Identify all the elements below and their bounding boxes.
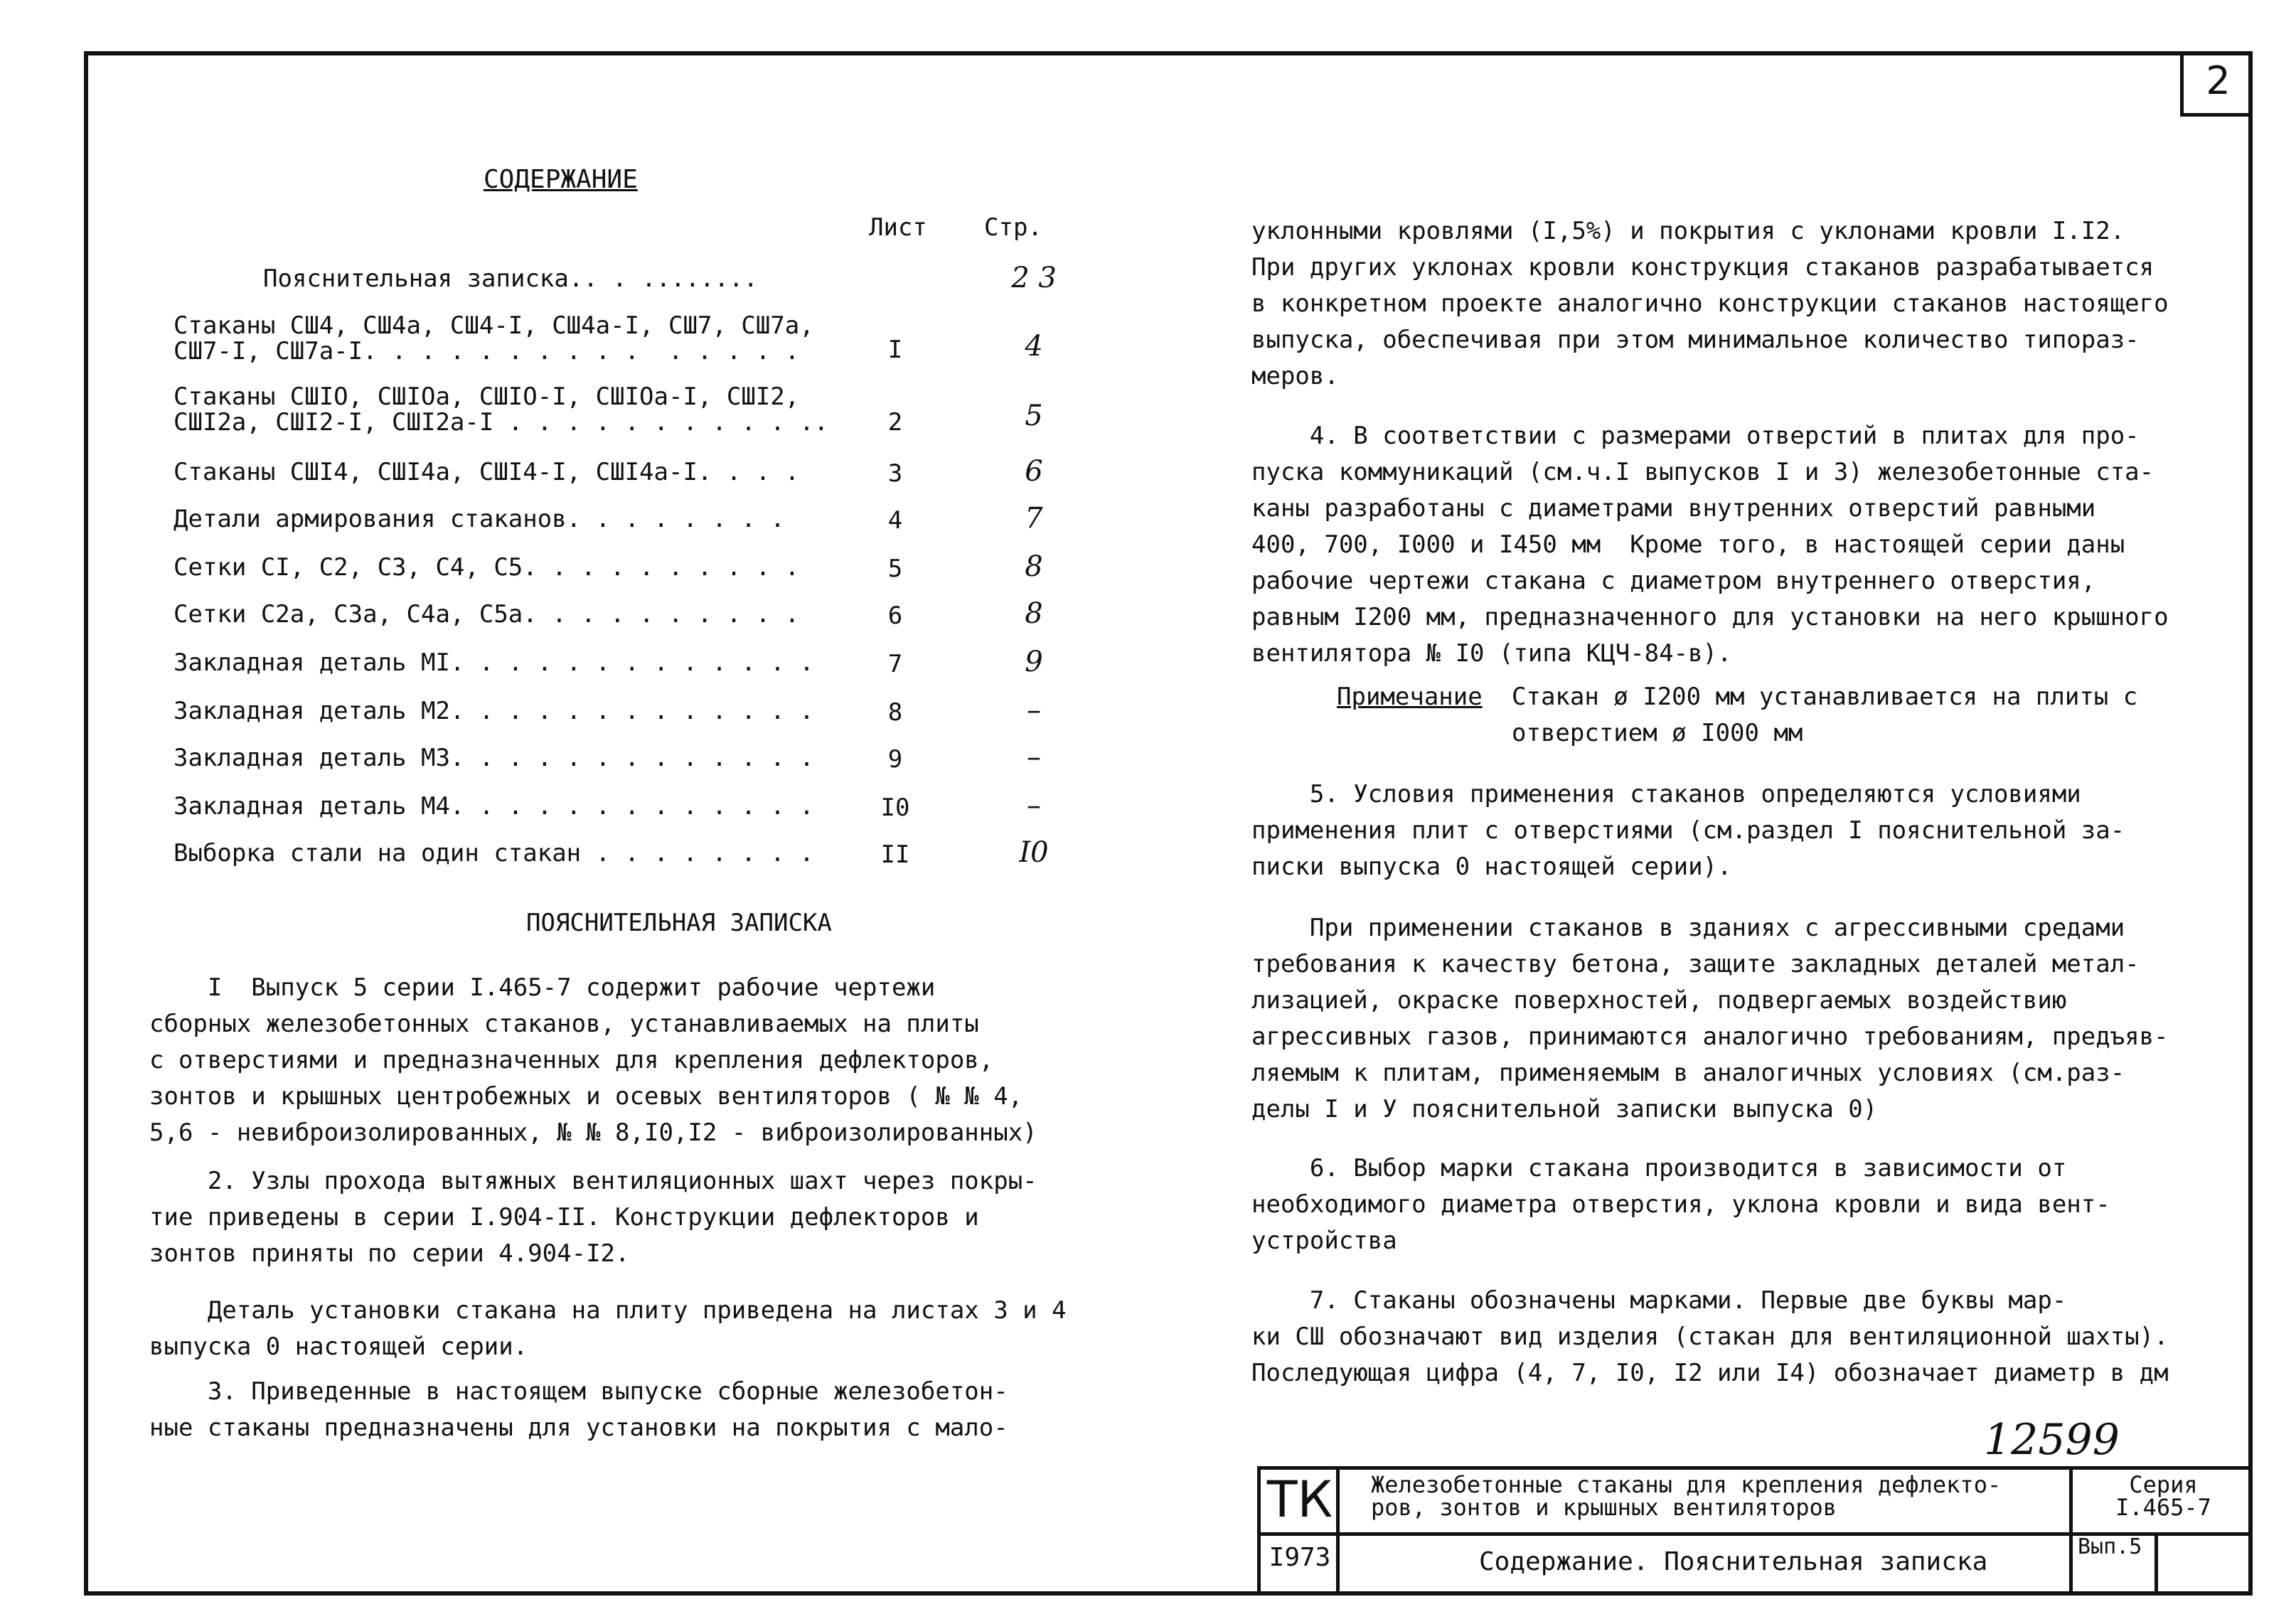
toc-row-label: Закладная деталь М3. . . . . . . . . . . . . xyxy=(173,744,814,772)
toc-row xyxy=(173,694,1069,747)
issue-number: Вып.5 xyxy=(2078,1534,2142,1559)
toc-row-page: 8 xyxy=(1025,550,1043,583)
title-block-divider xyxy=(2154,1532,2158,1596)
note-title: ПОЯСНИТЕЛЬНАЯ ЗАПИСКА xyxy=(526,909,832,937)
toc-row-sheet: 8 xyxy=(887,698,903,727)
sheet-title: Содержание. Пояснительная записка xyxy=(1479,1547,1988,1576)
toc-row xyxy=(263,262,1159,314)
toc-row xyxy=(173,550,1069,603)
toc-row-sheet: 3 xyxy=(887,459,903,488)
toc-row xyxy=(173,502,1069,555)
page-number-box xyxy=(2180,51,2253,117)
toc-row-page: 9 xyxy=(1025,646,1043,678)
toc-row-sheet: 6 xyxy=(887,602,903,630)
toc-row-page: I0 xyxy=(1019,836,1049,869)
paragraph-3-cont: уклонными кровлями (I,5%) и покрытия с уклонами кровли I.I2. При других уклонах кровли конструкция стаканов разрабатывается в конкретном проекте аналогично конструкции стаканов настоящего выпуска, обеспечивая при этом минимальное количество типораз- меров. xyxy=(1251,217,2169,390)
org-code: ТК xyxy=(1266,1470,1333,1529)
toc-row-label: Пояснительная записка.. . ........ xyxy=(263,265,758,293)
paragraph-7: 7. Стаканы обозначены марками. Первые две буквы мар- ки СШ обозначают вид изделия (стакан для вентиляционной шахты). Последующая цифра (4, 7, I0, I2 или I4) обозначает диаметр в дм xyxy=(1251,1286,2169,1387)
toc-row-sheet: 2 xyxy=(887,408,903,437)
toc-row-sheet: I xyxy=(887,336,903,364)
toc-row-label: Сетки С2а, С3а, С4а, С5а. . . . . . . . . . xyxy=(173,600,800,629)
toc-row xyxy=(173,646,1069,698)
title-block-divider xyxy=(2069,1466,2073,1596)
paragraph-aggressive: При применении стаканов в зданиях с агрессивными средами требования к качеству бетона, защите закладных деталей метал- лизацией, окраске поверхностей, подвергаемых воздействию агрессивных газов, принимаются аналогично требованиям, предъяв- ляемым к плитам, применяемым в аналогичных условиях (см.раз- делы I и У пояснительной записки выпуска 0) xyxy=(1251,914,2169,1123)
toc-row xyxy=(173,383,1069,437)
toc-row-label: Сетки CI, C2, C3, C4, C5. . . . . . . . . . xyxy=(173,553,800,582)
paragraph-6: 6. Выбор марки стакана производится в зависимости от необходимого диаметра отверстия, уклона кровли и вида вент- устройства xyxy=(1251,1154,2110,1255)
toc-title: СОДЕРЖАНИЕ xyxy=(484,165,638,194)
toc-row-page: 8 xyxy=(1025,597,1043,630)
toc-row-page: 2 3 xyxy=(1011,262,1057,294)
paragraph-4: 4. В соответствии с размерами отверстий в плитах для про- пуска коммуникаций (см.ч.I выпусков I и 3) железобетонные ста- каны разработаны с диаметрами внутренних отверстий равными 400, 700, I000 и I450 мм Кроме того, в настоящей серии даны рабочие чертежи стакана с диаметром внутреннего отверстия, равным I200 мм, предназначенного для установки на него крышного вентилятора № I0 (типа КЦЧ-84-в). xyxy=(1251,422,2169,668)
note-label: Примечание xyxy=(1337,683,1483,711)
toc-row xyxy=(173,789,1069,842)
paragraph-5: 5. Условия применения стаканов определяются условиями применения плит с отверстиями (см.раздел I пояснительной за- писки выпуска 0 настоящей серии). xyxy=(1251,780,2125,881)
toc-row xyxy=(173,597,1069,650)
toc-row-label: Стаканы СШI4, СШI4а, СШI4-I, СШI4а-I. . . . xyxy=(173,458,800,486)
series-label: Серия xyxy=(2129,1471,2198,1498)
toc-col-sheet: Лист xyxy=(869,213,927,242)
toc-row-sheet: 4 xyxy=(887,506,903,535)
toc-row-page: 7 xyxy=(1025,502,1043,535)
toc-col-page: Стр. xyxy=(984,213,1042,242)
document-name: Железобетонные стаканы для крепления дефлекто- ров, зонтов и крышных вентиляторов xyxy=(1371,1471,2002,1521)
page-number: 2 xyxy=(2206,58,2231,103)
toc-row-label: Закладная деталь М4. . . . . . . . . . . . . xyxy=(173,792,814,821)
toc-row-label: Закладная деталь МI. . . . . . . . . . . . . xyxy=(173,648,814,677)
toc-row xyxy=(173,836,1069,889)
toc-row-sheet: I0 xyxy=(880,794,910,822)
toc-row xyxy=(173,455,1069,508)
toc-row xyxy=(173,311,1069,365)
toc-row-label: Стаканы СШIO, СШIOа, СШIO-I, СШIOа-I, СШI2, СШI2а, СШI2-I, СШI2а-I . . . . . . . . . . .. xyxy=(173,383,829,437)
year: I973 xyxy=(1269,1543,1331,1572)
toc-row-sheet: 9 xyxy=(887,745,903,774)
toc-row-page: – xyxy=(1027,741,1041,774)
toc-row-page: – xyxy=(1027,789,1041,822)
toc-row-sheet: II xyxy=(880,840,910,869)
paragraph-3: 3. Приведенные в настоящем выпуске сборные железобетон- ные стаканы предназначены для установки на покрытия с мало- xyxy=(149,1377,1008,1442)
toc-row-label: Стаканы СШ4, СШ4а, СШ4-I, СШ4а-I, СШ7, СШ7а, СШ7-I, СШ7а-I. . . . . . . . . . . . . . . xyxy=(173,311,814,365)
series-value: I.465-7 xyxy=(2115,1494,2211,1521)
note-text: Стакан ø I200 мм устанавливается на плиты с отверстием ø I000 мм xyxy=(1512,683,2138,747)
toc-row-label: Закладная деталь М2. . . . . . . . . . . . . xyxy=(173,697,814,725)
toc-row-page: 4 xyxy=(1025,330,1043,363)
paragraph-detail: Деталь установки стакана на плиту приведена на листах 3 и 4 выпуска 0 настоящей серии. xyxy=(149,1296,1067,1361)
archive-number: 12599 xyxy=(1984,1415,2120,1465)
toc-row-label: Выборка стали на один стакан . . . . . . . . xyxy=(173,839,814,867)
toc-row-page: 6 xyxy=(1025,455,1043,488)
toc-row-page: – xyxy=(1027,694,1041,727)
toc-row-sheet: 5 xyxy=(887,555,903,583)
toc-row xyxy=(173,741,1069,794)
paragraph-2: 2. Узлы прохода вытяжных вентиляционных шахт через покры- тие приведены в серии I.904-II. Конструкции дефлекторов и зонтов приняты по серии 4.904-I2. xyxy=(149,1167,1037,1268)
toc-row-sheet: 7 xyxy=(887,650,903,678)
paragraph-1: I Выпуск 5 серии I.465-7 содержит рабочие чертежи сборных железобетонных стаканов, устанавливаемых на плиты с отверстиями и предназначенных для крепления дефлекторов, зонтов и крышных центробежных и осевых вентиляторов ( № № 4, 5,6 - невиброизолированных, № № 8,I0,I2 - виброизолированных) xyxy=(149,973,1037,1147)
toc-row-page: 5 xyxy=(1025,400,1043,432)
toc-row-label: Детали армирования стаканов. . . . . . . . xyxy=(173,505,785,533)
